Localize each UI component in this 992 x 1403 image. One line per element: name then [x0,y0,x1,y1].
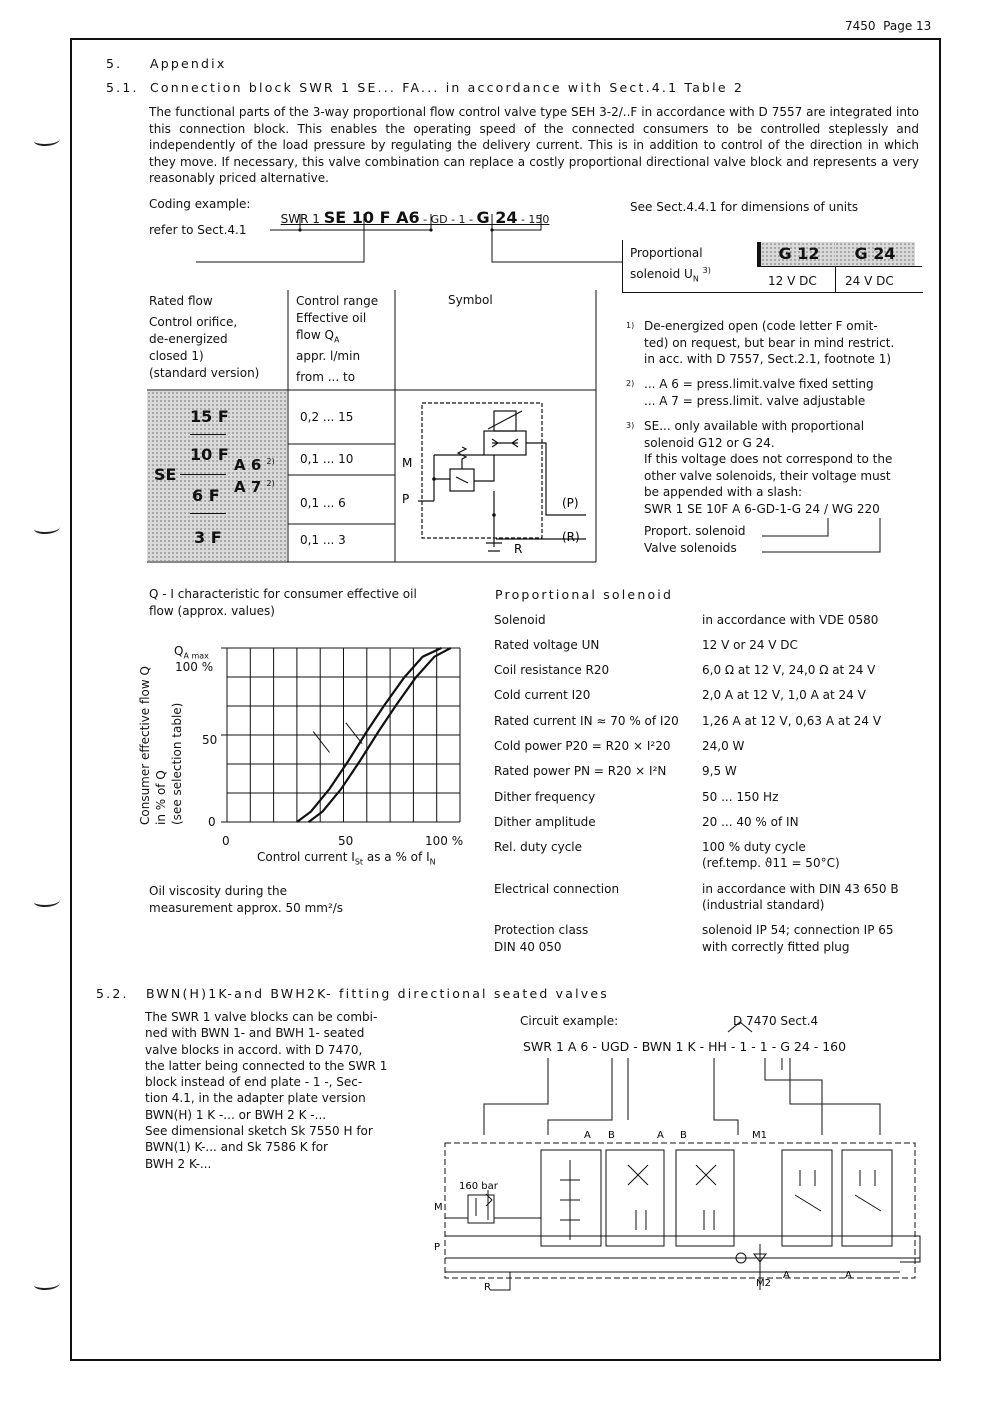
footnote-2: $^{2)}$ ... A 6 = press.limit.valve fixed setting ... A 7 = press.limit. valve adjustable [626,377,874,408]
control-range: 0,2 ... 15 [300,410,354,424]
se-label: SE [154,465,177,484]
spec-key: Cold power P20 = R20 × I²20 [494,739,671,753]
orifice-code: 15 F [190,407,229,426]
header-line: de-energized [149,332,228,346]
diagram-label: M [434,1202,443,1213]
slash-label: Valve solenoids [644,540,737,555]
page-header: 7450 Page 13 [845,19,932,33]
symbol-label-r: R [514,542,523,556]
coding-part: G 24 [476,208,518,227]
header-symbol: Symbol [448,293,493,307]
spec-key: Protection class [494,923,589,937]
spec-value: (ref.temp. ϑ11 = 50°C) [702,856,840,870]
spec-key: Rel. duty cycle [494,840,583,854]
spec-value: solenoid IP 54; connection IP 65 [702,923,894,937]
spec-key: Rated current IN ≈ 70 % of I20 [494,714,679,728]
chart-title: Q - I characteristic for consumer effective oil flow (approx. values) [149,587,417,618]
header-line: appr. l/min [296,349,361,364]
spec-value: with correctly fitted plug [702,940,850,954]
spec-key: Dither amplitude [494,815,596,829]
chart-xlabel: Control current $I_{St}$ as a % of $I_N$ [257,850,436,867]
footnote-3: $^{3)}$ SE... only available with proportional solenoid G12 or G 24. If this voltage does not correspond to the other valve solenoids, their voltage must be appended with a slash: SWR 1 SE 10F A 6-GD-1-G 24 / WG 220 Proport. solenoid Valve solenoids [626,418,634,438]
control-range: 0,1 ... 6 [300,496,346,510]
spec-key: Solenoid [494,613,546,627]
chart-ylabel: Consumer effective flow Q in % of Q (see selection table) [138,666,184,825]
spec-key: Electrical connection [494,882,620,896]
header-line: Effective oil [296,311,367,325]
slash-example: SWR 1 SE 10F A 6-GD-1-G 24 / WG 220 [644,501,880,516]
footnote-ref: 3) [702,266,711,275]
spec-key: Rated power PN = R20 × I²N [494,764,667,778]
code-g24: G 24 [835,242,915,266]
symbol-label-m: M [402,456,413,470]
footnote-1: $^{1)}$ De-energized open (code letter F omit- ted) on request, but bear in mind restrict. in acc. with D 7557, Sect.2.1, footnote 1) [626,319,895,366]
header-line: Rated flow [149,294,213,308]
viscosity-note: Oil viscosity during the measurement approx. 50 mm²/s [149,884,344,915]
xtick-label: 0 [222,834,230,848]
diagram-label: A [845,1270,852,1281]
diagram-label: 160 bar [459,1181,498,1192]
section52-text: The SWR 1 valve blocks can be combi- ned with BWN 1- and BWH 1- seated valve blocks in accord. with D 7470, the latter being connected to the SWR 1 block instead of end plate - 1 -, Sec- tion 4.1, in the adapter plate version BWN(H) 1 K -... or BWH 2 K -... See dimensional sketch Sk 7550 H for BWN(1) K-... and Sk 7586 K for BWH 2 K-... [145,1010,388,1171]
spec-key: Cold current I20 [494,688,591,702]
header-line: (standard version) [149,366,260,380]
solenoid-label-line: Proportional [630,246,703,260]
voltage-12: 12 V DC [768,274,817,288]
xtick-label: 100 % [425,834,464,848]
spec-value: (industrial standard) [702,898,825,912]
section-number: 5. [106,56,123,71]
section-title: Appendix [150,56,227,71]
spec-value: 6,0 Ω at 12 V, 24,0 Ω at 24 V [702,663,876,677]
section-number: 5.2. [96,986,129,1001]
spec-value: in accordance with DIN 43 650 B [702,882,899,896]
header-line: from ... to [296,370,356,385]
spec-value: 20 ... 40 % of IN [702,815,799,829]
header-line: Control orifice, [149,315,238,329]
coding-part: - 150 [517,213,550,226]
orifice-code: 6 F [192,486,220,505]
qmax-label: $Q_{A max}$ [174,644,209,661]
d7470-ref: D 7470 Sect.4 [733,1014,819,1028]
diagram-label: M2 [756,1278,771,1289]
coding-label: Coding example: [149,197,251,211]
spec-key: Coil resistance R20 [494,663,610,677]
intro-paragraph: The functional parts of the 3-way proportional flow control valve type SEH 3-2/..F in accordance with D 7557 are integrated into this connection block. This enables the operating speed of the connected consumers to be controlled steplessly and independently of the load pressure by regulating the delivery current. This is in addition to control of the direction in which they move. If necessary, this valve combination can replace a costly proportional directional valve block and represents a very reasonably priced alternative. [149,105,919,186]
header-line: closed 1) [149,349,204,363]
xtick-label: 50 [338,834,354,848]
ytick-label: 0 [208,815,216,829]
spec-value: 24,0 W [702,739,745,753]
control-range: 0,1 ... 3 [300,533,346,547]
see-dimensions-note: See Sect.4.4.1 for dimensions of units [630,200,859,214]
diagram-label: A [657,1130,664,1141]
code-g12: G 12 [757,242,838,266]
spec-value: 50 ... 150 Hz [702,790,779,804]
circuit-label: Circuit example: [520,1014,619,1028]
header-line: Control range [296,294,379,308]
diagram-label: R [484,1282,491,1293]
diagram-label: B [608,1130,615,1141]
coding-part: - GD - 1 - [419,213,477,226]
spec-value: 2,0 A at 12 V, 1,0 A at 24 V [702,688,866,702]
spec-key: Dither frequency [494,790,596,804]
prop-solenoid-heading: Proportional solenoid [495,587,674,602]
spec-value: 1,26 A at 12 V, 0,63 A at 24 V [702,714,882,728]
refer-label: refer to Sect.4.1 [149,223,247,237]
a7-code: A 7 $^{2)}$ [234,478,275,496]
symbol-label-rr: (R) [562,530,580,544]
header-line: flow Q [296,328,334,342]
circuit-code: SWR 1 A 6 - UGD - BWN 1 K - HH - 1 - 1 - G 24 - 160 [523,1039,847,1054]
a6-code: A 6 $^{2)}$ [234,456,275,474]
voltage-24: 24 V DC [845,274,894,288]
subscript: N [692,274,699,284]
ytick-label: 50 [202,733,218,747]
coding-part: SE 10 F A6 [323,208,420,227]
orifice-code: 10 F [190,445,229,464]
control-range: 0,1 ... 10 [300,452,354,466]
symbol-label-pp: (P) [562,496,579,510]
spec-value: in accordance with VDE 0580 [702,613,879,627]
symbol-label-p: P [402,492,410,506]
spec-value: 12 V or 24 V DC [702,638,798,652]
spec-key: DIN 40 050 [494,940,562,954]
spec-key: Rated voltage UN [494,638,600,652]
orifice-code: 3 F [194,528,222,547]
subscript: A [333,335,340,345]
slash-label: Proport. solenoid [644,524,746,538]
diagram-label: A [584,1130,591,1141]
y100-label: 100 % [175,660,214,674]
spec-value: 100 % duty cycle [702,840,806,854]
section-number: 5.1. [106,80,139,95]
spec-value: 9,5 W [702,764,737,778]
solenoid-label-line: solenoid U [630,267,693,281]
diagram-label: M1 [752,1130,767,1141]
diagram-label: A [783,1270,790,1281]
coding-part: SWR 1 [280,212,324,226]
diagram-label: P [434,1242,441,1253]
section-title: BWN(H)1K-and BWH2K- fitting directional seated valves [146,986,609,1001]
diagram-label: B [680,1130,687,1141]
section-title: Connection block SWR 1 SE... FA... in accordance with Sect.4.1 Table 2 [150,80,745,95]
